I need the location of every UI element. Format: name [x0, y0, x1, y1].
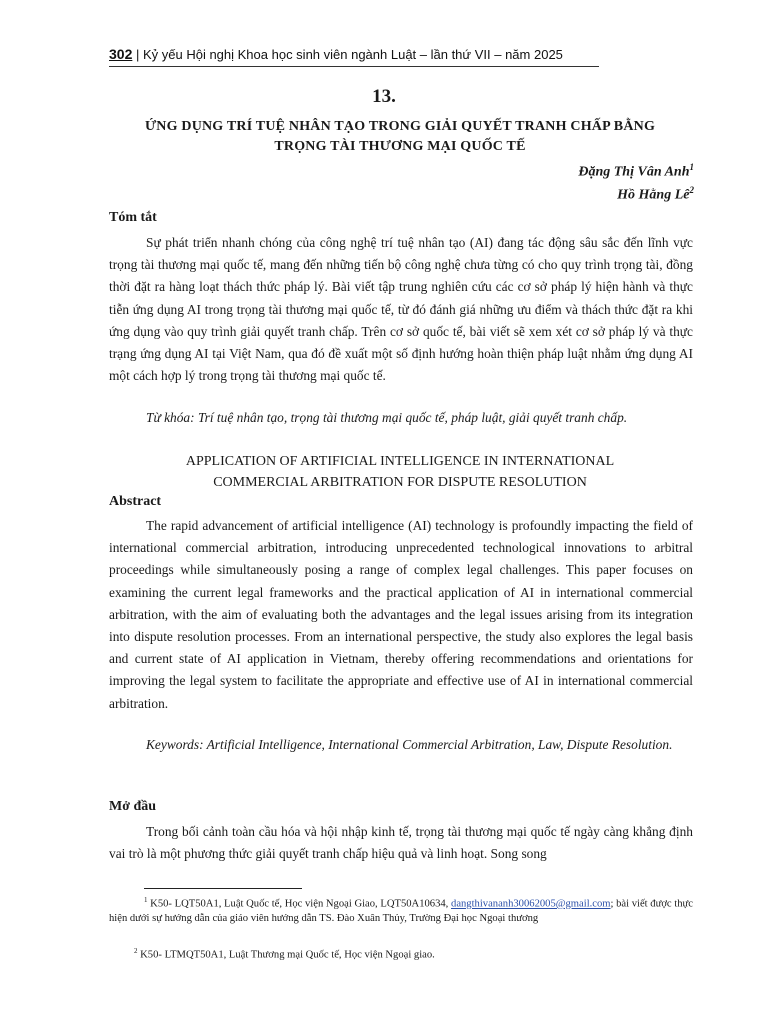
intro-body: Trong bối cảnh toàn cầu hóa và hội nhập kinh tế, trọng tài thương mại quốc tế ngày càng khẳng định vai trò là một phương thức giải quyết tranh chấp hiệu quả và linh hoạt. Song song [109, 824, 693, 862]
vn-keywords-label: Từ khóa [146, 410, 191, 425]
author-1-footnote-mark[interactable]: 1 [689, 162, 694, 172]
author-email-link[interactable]: dangthivananh30062005@gmail.com [451, 898, 611, 910]
header-separator: | [132, 47, 143, 62]
footnote-1 [109, 893, 693, 927]
intro-heading: Mở đầu [109, 799, 157, 814]
vn-keywords [109, 407, 693, 429]
en-keywords: Keywords: Artificial Intelligence, International Commercial Arbitration, Law, Dispute Resolution. [146, 737, 673, 752]
english-title-line-2: COMMERCIAL ARBITRATION FOR DISPUTE RESOLUTION [213, 475, 587, 490]
footnote-rule [144, 888, 302, 889]
header-rule [109, 66, 599, 67]
vn-abstract-body: Sự phát triển nhanh chóng của công nghệ trí tuệ nhân tạo (AI) đang tác động sâu sắc đến lĩnh vực trọng tài thương mại quốc tế, mang đến những tiến bộ công nghệ chưa từng có cho quy trình trọng tài, đồng thời đặt ra hàng loạt thách thức pháp lý. Bài viết tập trung nghiên cứu các cơ sở pháp lý hiện hành và thực tiễn ứng dụng AI trong trọng tài thương mại quốc tế, từ đó đánh giá những ưu điểm và thách thức đặt ra khi ứng dụng vào quy trình giải quyết tranh chấp. Trên cơ sở quốc tế, bài viết sẽ xem xét cơ sở pháp lý và thực trạng ứng dụng AI tại Việt Nam, qua đó đề xuất một số định hướng hoàn thiện pháp luật nhằm ứng dụng AI một cách hợp lý trong trọng tài thương mại quốc tế. [109, 235, 693, 384]
vn-keywords-text: : Trí tuệ nhân tạo, trọng tài thương mại quốc tế, pháp luật, giải quyết tranh chấp. [190, 410, 628, 425]
running-title: Kỷ yếu Hội nghị Khoa học sinh viên ngành Luật – lần thứ VII – năm 2025 [142, 47, 563, 62]
footnote-1-rest: ; bài viết được thực hiện dưới sự hướng dẫn của giáo viên hướng dẫn TS. Đào Xuân Thủy, Trường Đại học Ngoại thương [109, 898, 693, 925]
english-title-line-1: APPLICATION OF ARTIFICIAL INTELLIGENCE IN INTERNATIONAL [185, 454, 615, 469]
chapter-number: 13. [372, 86, 396, 107]
footnote-2-text: K50- LTMQT50A1, Luật Thương mại Quốc tế, Học viện Ngoại giao. [137, 949, 435, 961]
footnote-1-mark: 1 [144, 896, 148, 904]
author-2-footnote-mark[interactable]: 2 [689, 185, 694, 195]
author-1-name: Đặng Thị Vân Anh [578, 164, 690, 180]
running-header [109, 46, 563, 62]
page-number: 302 [109, 46, 133, 62]
english-title [100, 451, 700, 493]
en-abstract-body: The rapid advancement of artificial intelligence (AI) technology is profoundly impacting the field of international commercial arbitration, introducing unprecedented technological innovations to arbitral proceedings while simultaneously posing a range of complex legal challenges. This paper focuses on examining the current legal frameworks and the practical application of AI in international commercial arbitration, with the aim of evaluating both the advantages and the legal issues arising from its integration into dispute resolution processes. From an international perspective, the study also explores the legal basis and current state of AI application in Vietnam, thereby offering recommendations and orientations for improving the legal system to facilitate the appropriate and effective use of AI in international commercial arbitration. [109, 518, 693, 711]
author-1 [578, 162, 694, 181]
author-2 [617, 185, 694, 204]
vietnamese-title-line-2: TRỌNG TÀI THƯƠNG MẠI QUỐC TẾ [274, 139, 526, 154]
vietnamese-title [100, 117, 700, 157]
footnote-2 [109, 944, 693, 963]
footnote-1-text: K50- LQT50A1, Luật Quốc tế, Học viện Ngoại Giao, LQT50A10634, [150, 898, 449, 910]
author-2-name: Hồ Hằng Lê [617, 187, 690, 203]
en-abstract-heading: Abstract [109, 494, 162, 509]
footnote-2-mark: 2 [134, 947, 138, 955]
vn-abstract-heading: Tóm tắt [109, 210, 157, 225]
vietnamese-title-line-1: ỨNG DỤNG TRÍ TUỆ NHÂN TẠO TRONG GIẢI QUYẾT TRANH CHẤP BẰNG [144, 119, 656, 134]
